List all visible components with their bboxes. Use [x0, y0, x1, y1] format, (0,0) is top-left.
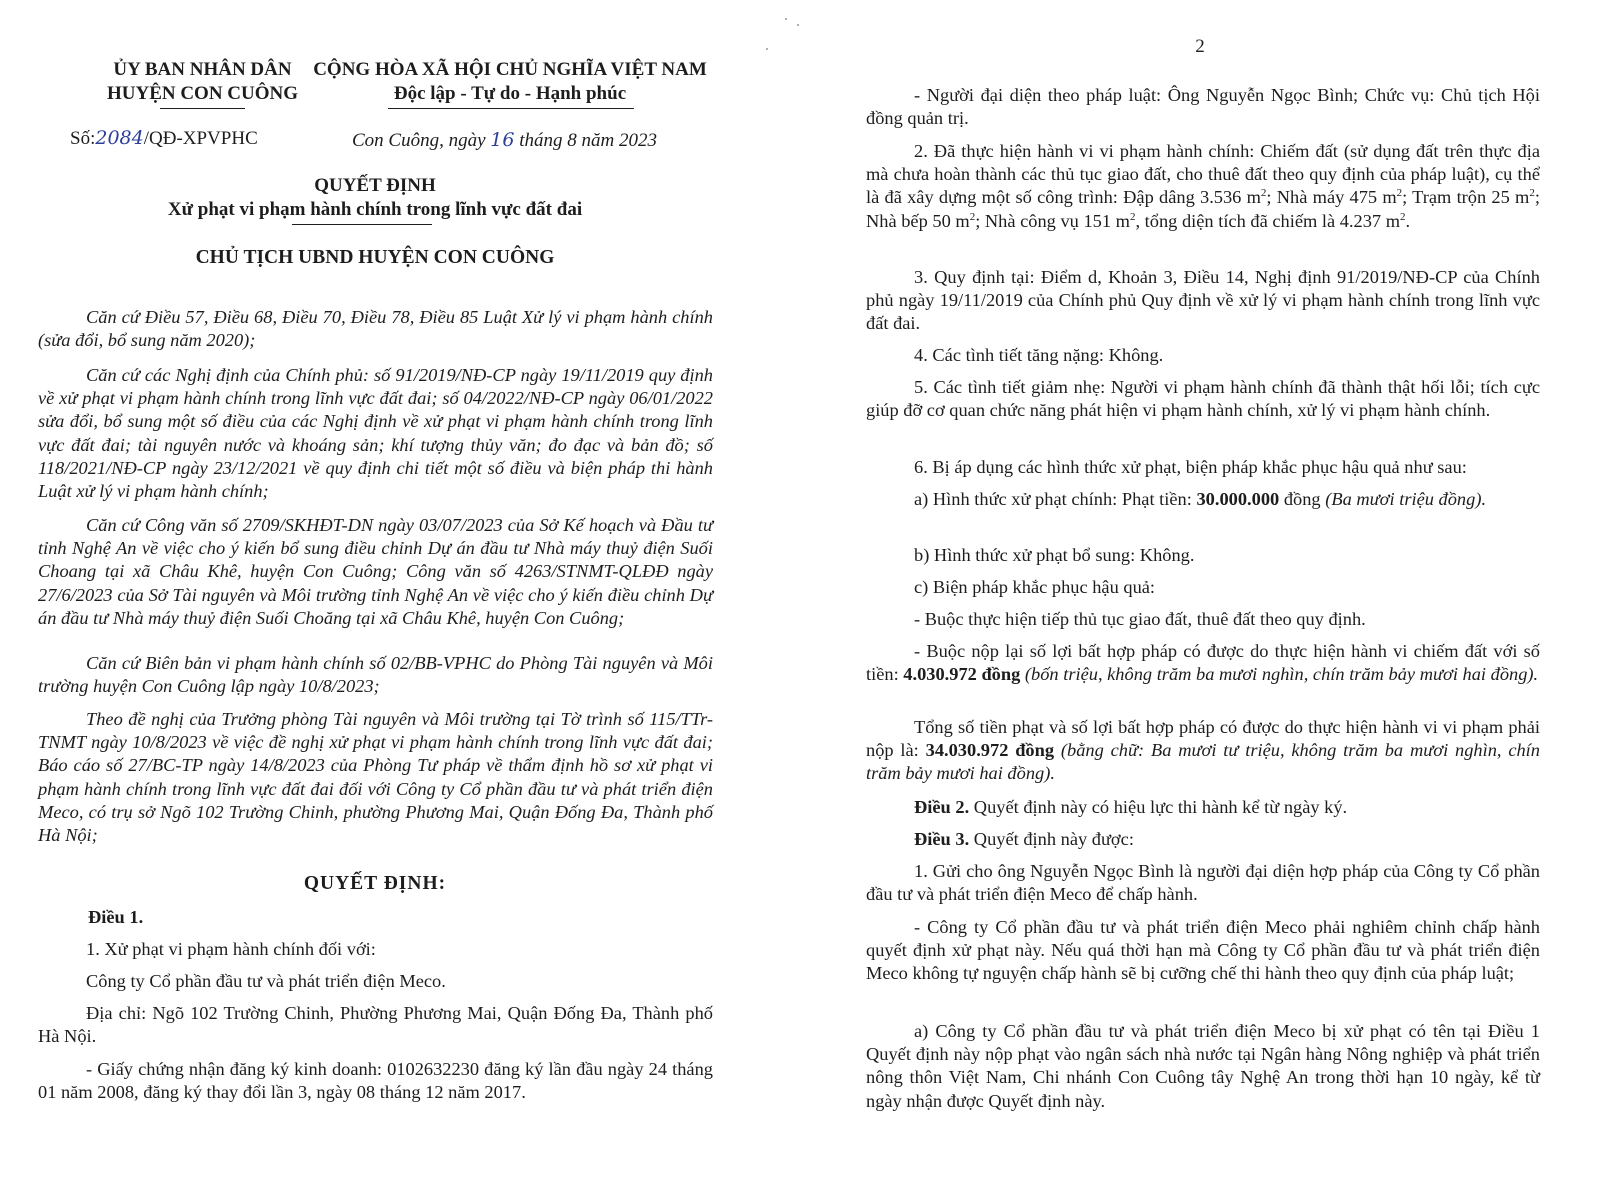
fine-amount: 30.000.000 [1196, 489, 1280, 509]
handwritten-day: 16 [490, 129, 515, 151]
legal-basis-1: Căn cứ Điều 57, Điều 68, Điều 70, Điều 78, Điều 85 Luật Xử lý vi phạm hành chính (sửa đổi, bổ sung năm 2020); [38, 307, 713, 351]
legal-provision: 3. Quy định tại: Điểm d, Khoản 3, Điều 14, Nghị định 91/2019/NĐ-CP của Chính phủ ngày 19/11/2019 của Chính phủ Quy định về xử lý vi phạm hành chính trong lĩnh vực đất đai. [866, 267, 1540, 334]
document-number: Số:2084/QĐ-XPVPHC [70, 127, 258, 149]
document-page-1 [0, 0, 780, 1198]
legal-basis-4: Căn cứ Biên bản vi phạm hành chính số 02/BB-VPHC do Phòng Tài nguyên và Môi trường huyện Con Cuông lập ngày 10/8/2023; [38, 653, 713, 697]
agency-line-1: ỦY BAN NHÂN DÂN [113, 59, 292, 80]
article-1-heading: Điều 1. [88, 907, 144, 927]
penalty-intro: 6. Bị áp dụng các hình thức xử phạt, biện pháp khắc phục hậu quả như sau: [914, 457, 1467, 477]
violator-company: Công ty Cổ phần đầu tư và phát triển điện Meco. [86, 971, 446, 991]
handwritten-number: 2084 [95, 127, 144, 149]
legal-basis-3: Căn cứ Công văn số 2709/SKHĐT-DN ngày 03/07/2023 của Sở Kế hoạch và Đầu tư tỉnh Nghệ An về việc cho ý kiến bổ sung điều chỉnh Dự án đầu tư Nhà máy thuỷ điện Suối Choang tại xã Châu Khê, huyện Con Cuông; Công văn số 4263/STNMT-QLĐĐ ngày 27/6/2023 của Sở Tài nguyên và Môi trường tỉnh Nghệ An về việc cho ý kiến điều chỉnh Dự án đầu tư Nhà máy thuỷ điện Suối Choăng tại xã Châu Khê, huyện Con Cuông; [38, 515, 713, 628]
agency-underline [160, 108, 245, 109]
remedy-1: - Buộc thực hiện tiếp thủ tục giao đất, thuê đất theo quy định. [914, 609, 1366, 629]
document-page-2 [800, 0, 1600, 1198]
article-3-item-1: 1. Gửi cho ông Nguyễn Ngọc Bình là người đại diện hợp pháp của Công ty Cổ phần đầu tư và phát triển điện Meco để chấp hành. [866, 861, 1540, 905]
illegal-profit-amount: 4.030.972 đồng [903, 664, 1021, 685]
enforcement-clause: - Công ty Cổ phần đầu tư và phát triển điện Meco phải nghiêm chỉnh chấp hành quyết định xử phạt này. Nếu quá thời hạn mà Công ty Cổ phần đầu tư và phát triển điện Meco không tự nguyện chấp hành sẽ bị cưỡng chế thi hành theo quy định của pháp luật; [866, 917, 1540, 984]
total-amount: 34.030.972 đồng [925, 740, 1055, 761]
national-motto [300, 58, 720, 106]
agency-line-2: HUYỆN CON CUÔNG [106, 83, 299, 104]
article-2: Điều 2. Quyết định này có hiệu lực thi hành kể từ ngày ký. [914, 797, 1348, 817]
violation-description: 2. Đã thực hiện hành vi vi phạm hành chính: Chiếm đất (sử dụng đất trên thực địa mà chưa hoàn thành các thủ tục giao đất, cho thuê đất theo quy định của pháp luật), cụ thể là đã xây dựng một số công trình: Đập dâng 3.536 $m^2$; Nhà máy 475 $m^2$; Trạm trộn 25 $m^2$; Nhà bếp 50 $m^2$; Nhà công vụ 151 $m^2$, tổng diện tích đã chiếm là 4.237 $m^2$. [866, 141, 1540, 231]
authority-heading: CHỦ TỊCH UBND HUYỆN CON CUÔNG [195, 247, 555, 268]
legal-basis-5: Theo đề nghị của Trưởng phòng Tài nguyên và Môi trường tại Tờ trình số 115/TTr-TNMT ngày 10/8/2023 về việc đề nghị xử phạt vi phạm hành chính trong lĩnh vực đất đai; Báo cáo số 27/BC-TP ngày 14/8/2023 của Phòng Tư pháp về thẩm định hồ sơ xử phạt vi phạm hành chính trong lĩnh vực đất đai đối với Công ty Cổ phần đầu tư và phát triển điện Meco, có trụ sở Ngõ 102 Trường Chinh, phường Phương Mai, Quận Đống Đa, Thành phố Hà Nội; [38, 709, 713, 846]
nation-line-2: Độc lập - Tự do - Hạnh phúc [393, 83, 627, 104]
legal-basis-2: Căn cứ các Nghị định của Chính phủ: số 91/2019/NĐ-CP ngày 19/11/2019 quy định về xử phạt vi phạm hành chính trong lĩnh vực đất đai; số 04/2022/NĐ-CP ngày 06/01/2022 sửa đổi, bổ sung một số điều của các Nghị định về xử phạt vi phạm hành chính trong lĩnh vực đất đai; tài nguyên nước và khoáng sản; khí tượng thủy văn; đo đạc và bản đồ; số 118/2021/NĐ-CP ngày 23/12/2021 về quy định chi tiết một số điều và biện pháp thi hành Luật xử lý vi phạm hành chính; [38, 365, 713, 502]
remedy-2: - Buộc nộp lại số lợi bất hợp pháp có được do thực hiện hành vi chiếm đất với số tiền: 4.030.972 đồng (bốn triệu, không trăm ba mươi nghìn, chín trăm bảy mươi hai đồng). [866, 641, 1540, 685]
main-penalty: a) Hình thức xử phạt chính: Phạt tiền: 30.000.000 đồng (Ba mươi triệu đồng). [914, 489, 1487, 509]
legal-representative: - Người đại diện theo pháp luật: Ông Nguyễn Ngọc Bình; Chức vụ: Chủ tịch Hội đồng quản trị. [866, 85, 1540, 129]
mitigating-factors: 5. Các tình tiết giảm nhẹ: Người vi phạm hành chính đã thành thật hối lỗi; tích cực giúp đỡ cơ quan chức năng phát hiện vi phạm hành chính, xử lý vi phạm hành chính. [866, 377, 1540, 421]
issue-date: Con Cuông, ngày 16 tháng 8 năm 2023 [352, 129, 657, 151]
nation-line-1: CỘNG HÒA XÃ HỘI CHỦ NGHĨA VIỆT NAM [313, 59, 707, 80]
aggravating-factors: 4. Các tình tiết tăng nặng: Không. [914, 345, 1164, 365]
decision-heading: QUYẾT ĐỊNH: [303, 873, 447, 894]
article-1-item-1: 1. Xử phạt vi phạm hành chính đối với: [86, 939, 376, 959]
decision-title: QUYẾT ĐỊNH [314, 175, 436, 196]
scan-speck [797, 24, 799, 26]
motto-underline [388, 108, 634, 109]
additional-penalty: b) Hình thức xử phạt bổ sung: Không. [914, 545, 1195, 565]
business-license: - Giấy chứng nhận đăng ký kinh doanh: 0102632230 đăng ký lần đầu ngày 24 tháng 01 năm 2008, đăng ký thay đổi lần 3, ngày 08 tháng 12 năm 2017. [38, 1059, 713, 1103]
payment-instruction: a) Công ty Cổ phần đầu tư và phát triển điện Meco bị xử phạt có tên tại Điều 1 Quyết định này nộp phạt vào ngân sách nhà nước tại Ngân hàng Nông nghiệp và phát triển nông thôn Việt Nam, Chi nhánh Con Cuông tây Nghệ An trong thời hạn 10 ngày, kể từ ngày nhận được Quyết định này. [866, 1021, 1540, 1111]
page-number: 2 [1195, 36, 1205, 57]
decision-subtitle: Xử phạt vi phạm hành chính trong lĩnh vực đất đai [167, 199, 583, 220]
remedial-measures: c) Biện pháp khắc phục hậu quả: [914, 577, 1156, 597]
scan-speck [785, 18, 787, 20]
scan-speck [766, 48, 768, 50]
violator-address: Địa chỉ: Ngõ 102 Trường Chinh, Phường Phương Mai, Quận Đống Đa, Thành phố Hà Nội. [38, 1003, 713, 1047]
article-3: Điều 3. Quyết định này được: [914, 829, 1134, 849]
total-payable: Tổng số tiền phạt và số lợi bất hợp pháp có được do thực hiện hành vi vi phạm phải nộp là: 34.030.972 đồng (bằng chữ: Ba mươi tư triệu, không trăm ba mươi nghìn, chín trăm bảy mươi hai đồng). [866, 717, 1540, 784]
subtitle-underline [292, 224, 432, 225]
